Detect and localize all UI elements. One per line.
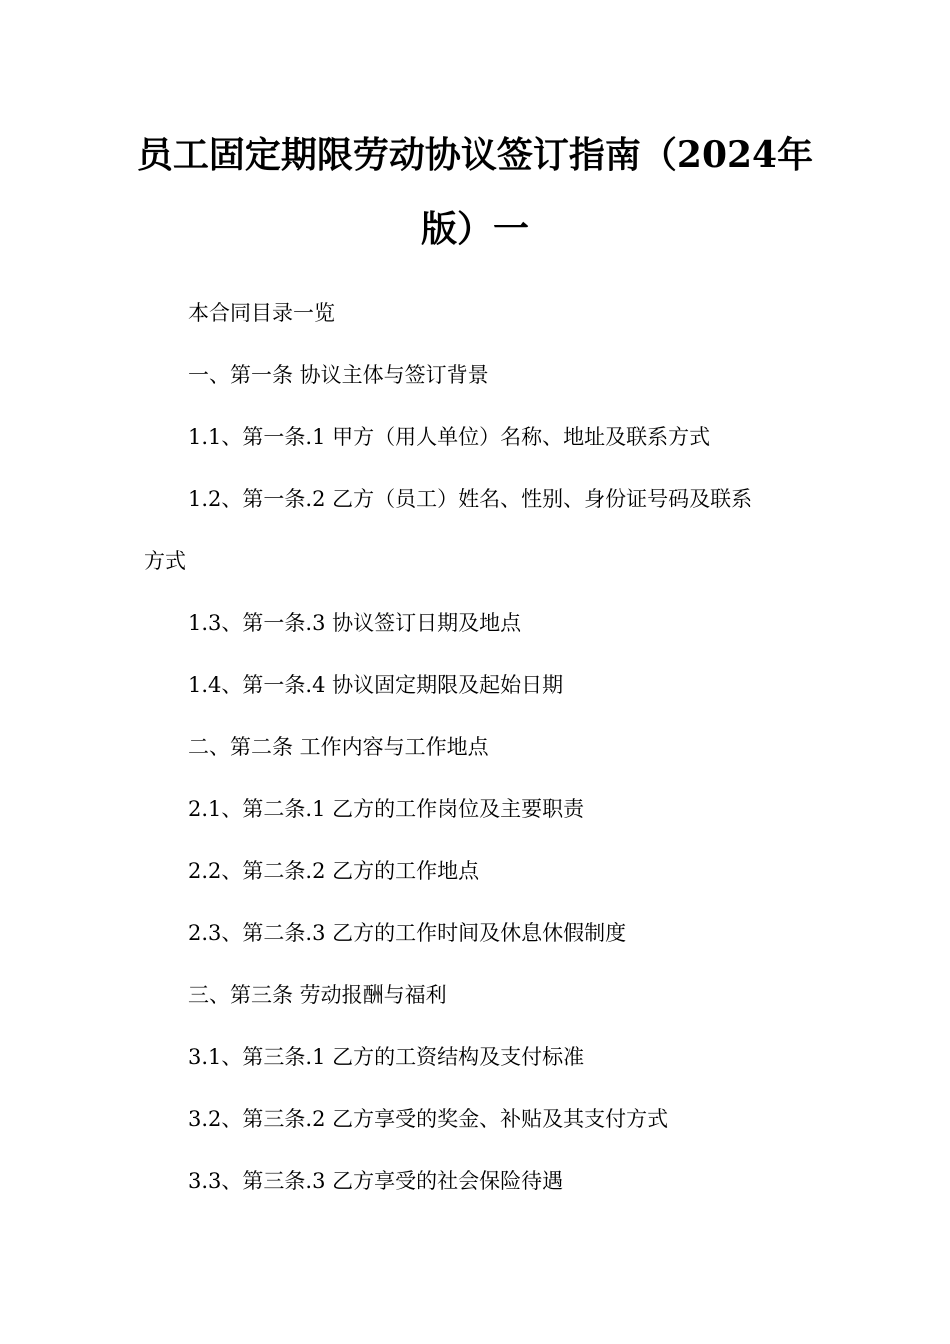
toc-entry: 3.1、第三条.1 乙方的工资结构及支付标准: [188, 1045, 585, 1069]
toc-entry: 1.3、第一条.3 协议签订日期及地点: [188, 611, 522, 635]
toc-entry: 2.1、第二条.1 乙方的工作岗位及主要职责: [188, 797, 585, 821]
toc-entry-continuation: 方式: [144, 549, 186, 573]
toc-heading: 本合同目录一览: [188, 301, 335, 325]
title-line-1: 员工固定期限劳动协议签订指南（2024年: [136, 134, 814, 176]
toc-entry: 3.2、第三条.2 乙方享受的奖金、补贴及其支付方式: [188, 1107, 669, 1131]
table-of-contents: [144, 282, 824, 1212]
toc-entry: 一、第一条 协议主体与签订背景: [188, 363, 489, 387]
toc-entry: 2.3、第二条.3 乙方的工作时间及休息休假制度: [188, 921, 627, 945]
title-line-2: 版）一: [420, 208, 529, 250]
toc-entry: 2.2、第二条.2 乙方的工作地点: [188, 859, 480, 883]
toc-entry: 二、第二条 工作内容与工作地点: [188, 735, 489, 759]
toc-entry: 三、第三条 劳动报酬与福利: [188, 983, 447, 1007]
toc-entry: 3.3、第三条.3 乙方享受的社会保险待遇: [188, 1169, 564, 1193]
toc-entry: 1.2、第一条.2 乙方（员工）姓名、性别、身份证号码及联系: [188, 487, 753, 511]
toc-entry: 1.1、第一条.1 甲方（用人单位）名称、地址及联系方式: [188, 425, 711, 449]
toc-entry: 1.4、第一条.4 协议固定期限及起始日期: [188, 673, 564, 697]
document-title: [130, 118, 820, 266]
